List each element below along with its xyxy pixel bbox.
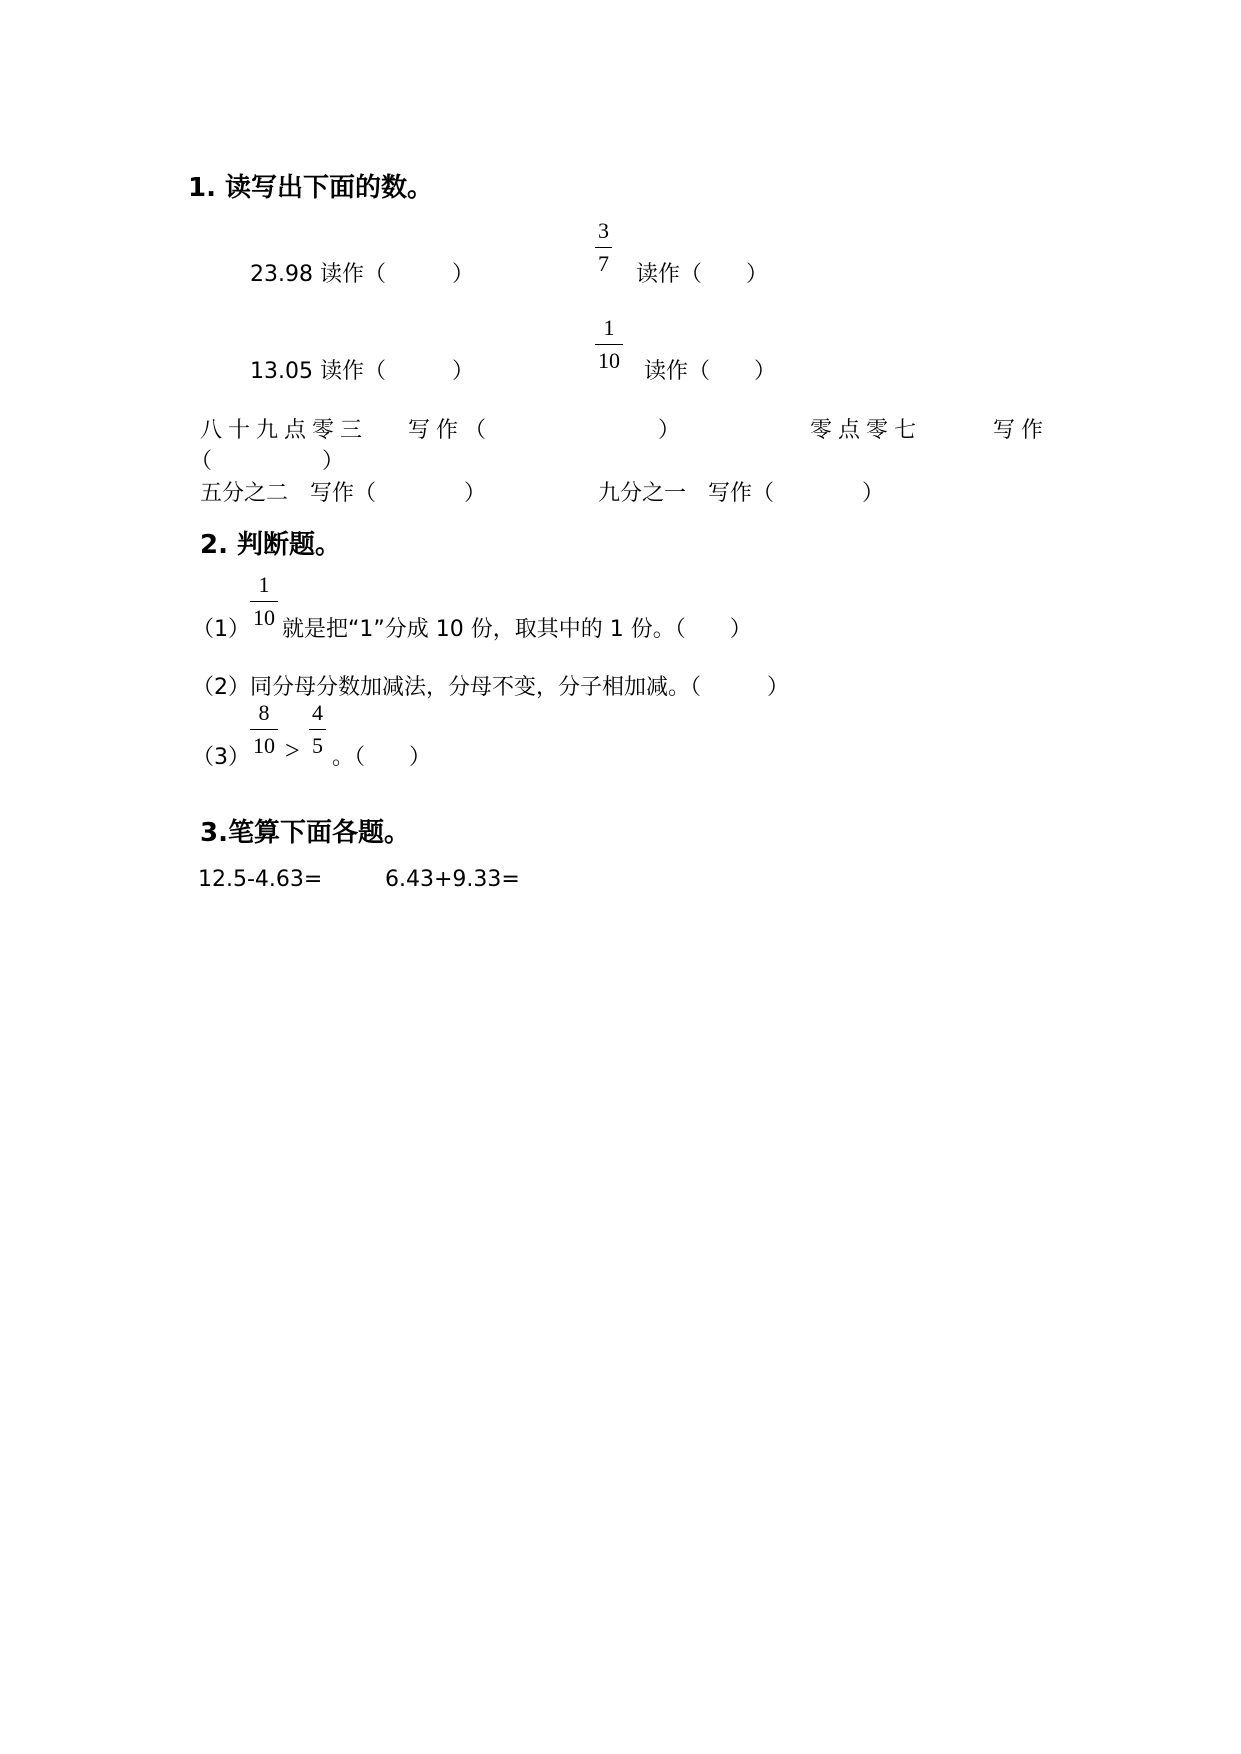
write-one-ninth: 九分之一 写作（ ） — [598, 481, 885, 506]
greater-than-sign: > — [285, 736, 300, 765]
fraction-4-5 — [309, 700, 326, 759]
numerator: 3 — [598, 218, 609, 243]
write-prompt-0-07: 写作 — [993, 418, 1050, 443]
section1-title: 1. 读写出下面的数。 — [188, 173, 434, 203]
numerator: 4 — [312, 700, 323, 725]
write-label-89-03: 八十九点零三 — [200, 418, 369, 443]
numerator: 8 — [258, 700, 270, 725]
fraction-bar — [595, 344, 623, 345]
fraction-8-10 — [250, 700, 278, 759]
write-label-0-07: 零点零七 — [810, 418, 923, 443]
section2-title: 2. 判断题。 — [200, 530, 342, 560]
numerator: 1 — [603, 315, 615, 340]
fraction-bar — [250, 601, 278, 602]
read-23-98: 23.98 读作（ ） — [250, 262, 474, 287]
q1-text: 就是把“1”分成 10 份，取其中的 1 份。（ ） — [282, 617, 752, 642]
section3-title: 3.笔算下面各题。 — [200, 818, 410, 848]
write-two-fifths: 五分之二 写作（ ） — [200, 481, 487, 506]
fraction-3-7 — [595, 218, 612, 277]
q3-tail: 。（ ） — [332, 745, 432, 770]
q1-number: （1） — [192, 617, 250, 642]
read-fraction-1-10: 读作（ ） — [644, 359, 777, 384]
fraction-bar — [309, 729, 326, 730]
q3-number: （3） — [192, 745, 250, 770]
write-blank-0-07: （ ） — [190, 449, 345, 474]
numerator: 1 — [258, 572, 270, 597]
write-close-89-03: ） — [658, 418, 681, 443]
q2-text: （2）同分母分数加减法，分母不变，分子相加减。（ ） — [192, 675, 789, 700]
denominator: 10 — [598, 348, 620, 373]
denominator: 10 — [253, 605, 275, 630]
fraction-1-10-q1 — [250, 572, 278, 631]
read-fraction-3-7: 读作（ ） — [636, 262, 769, 287]
write-prompt-89-03: 写作（ — [408, 418, 493, 443]
denominator: 10 — [253, 733, 275, 758]
fraction-1-10 — [595, 315, 623, 374]
denominator: 5 — [312, 733, 323, 758]
fraction-bar — [250, 729, 278, 730]
problem-1: 12.5-4.63= — [198, 867, 323, 892]
problem-2: 6.43+9.33= — [385, 867, 520, 892]
read-13-05: 13.05 读作（ ） — [250, 359, 474, 384]
fraction-bar — [595, 247, 612, 248]
denominator: 7 — [598, 251, 609, 276]
